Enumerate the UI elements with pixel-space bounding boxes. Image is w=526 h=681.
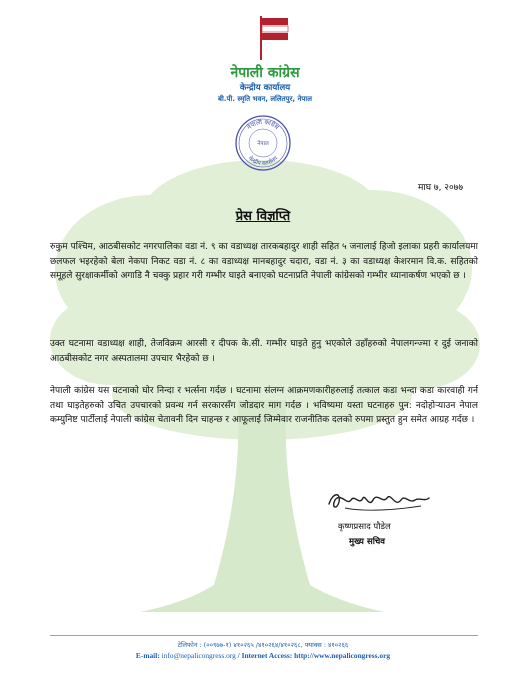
- footer-contact: E-mail: info@nepalicongress.org / Internet Access: http://www.nepalicongress.org: [135, 651, 391, 660]
- internet-label: Internet Access:: [241, 651, 293, 660]
- party-name: नेपाली कांग्रेस: [230, 65, 300, 81]
- office-name: केन्द्रीय कार्यालय: [239, 83, 291, 93]
- signatory-title: मुख्य सचिव: [349, 537, 386, 547]
- flag-logo: [252, 14, 292, 62]
- seal-center-text: नेपाल: [257, 141, 269, 147]
- document-title: प्रेस विज्ञप्ति: [235, 209, 291, 224]
- office-seal-stamp: [234, 114, 292, 172]
- office-address: बी.पी. स्मृति भवन, ललितपुर, नेपाल: [218, 95, 312, 103]
- svg-text:केन्द्रीय कार्यालय: [247, 154, 280, 167]
- footer-phone: टेलिफोन : (००९७७-१) ४१०२६५ /४१०२६४/४१०२६८, फ्याक्स : ४१०२६६: [177, 641, 349, 649]
- seal-bottom-text: केन्द्रीय कार्यालय: [246, 155, 280, 168]
- website-link[interactable]: http://www.nepalicongress.org: [294, 651, 391, 660]
- footer-divider: [50, 635, 478, 636]
- signatory-name: कृष्णप्रसाद पौडेल: [338, 522, 391, 532]
- paragraph-1: रुकुम पश्चिम, आठबीसकोट नगरपालिका वडा नं. ९ का वडाध्यक्ष तारकबहादुर शाही सहित ५ जनालाई हिजो इलाका प्रहरी कार्यालयमा छलफल भइरहेको बेला नेकपा निकट वडा नं. ८ का वडाध्यक्ष मानबहादुर चदारा, वडा नं. ३ का वडाध्यक्ष केशरमान वि.क. सहितको समूहले सुरक्षाकर्मीको अगाडि नै चक्कु प्रहार गरी गम्भीर घाइते बनाएको घटनाप्रति नेपाली कांग्रेसको गम्भीर ध्यानाकर्षण भएको छ ।: [50, 242, 478, 282]
- document-date: माघ ७, २०७७: [418, 183, 464, 193]
- paragraph-3: नेपाली कांग्रेस यस घटनाको घोर निन्दा र भर्त्सना गर्दछ । घटनामा संलग्न आक्रमणकारीहरुलाई तत्काल कडा भन्दा कडा कारवाही गर्न तथा घाइतेहरुको उचित उपचारको प्रवन्ध गर्न सरकारसँग जोडदार माग गर्दछ । भविष्यमा यस्ता घटनाहरु पुन: नदोहोऱ्याउन नेपाल कम्युनिष्ट पार्टीलाई नेपाली कांग्रेस चेतावनी दिन चाहन्छ र आफूलाई जिम्मेवार राजनीतिक दलको रुपमा प्रस्तुत हुन समेत आग्रह गर्दछ ।: [50, 386, 478, 426]
- email-link[interactable]: info@nepalicongress.org: [161, 651, 236, 660]
- svg-text:नेपाली कांग्रेस: [245, 118, 280, 132]
- seal-top-text: नेपाली कांग्रेस: [246, 118, 280, 132]
- handwritten-signature: [325, 486, 435, 518]
- paragraph-2: उक्त घटनामा वडाध्यक्ष शाही, तेजविक्रम आरसी र दीपक के.सी. गम्भीर घाइते हुनु भएकोले उहाँहरुको नेपालगन्ज्मा र दुई जनाको आठबीसकोट नगर अस्पतालमा उपचार भैरहेको छ ।: [50, 339, 478, 364]
- email-label: E-mail:: [135, 651, 160, 660]
